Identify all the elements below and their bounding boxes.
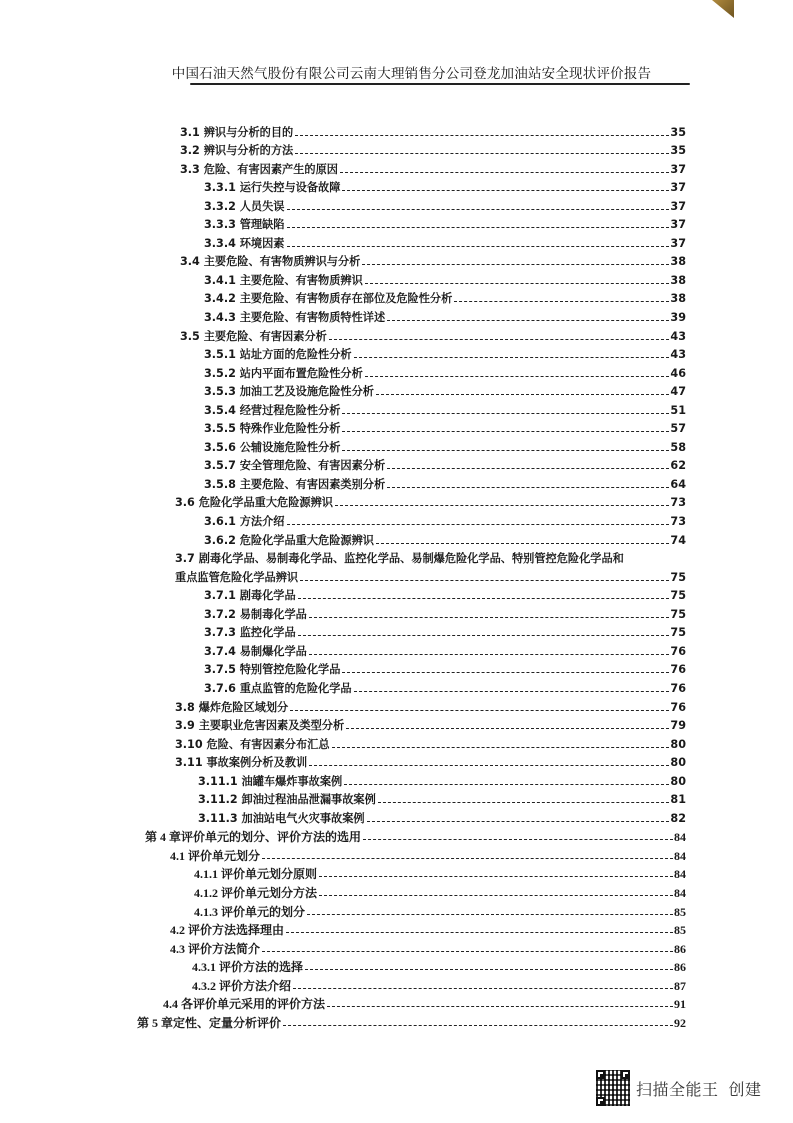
dot-leader bbox=[354, 357, 670, 358]
dot-leader bbox=[329, 339, 670, 340]
toc-entry[interactable] bbox=[0, 232, 793, 251]
dot-leader bbox=[298, 598, 670, 599]
toc-entry-label: 3.7.3 监控化学品 bbox=[204, 626, 296, 640]
toc-entry[interactable] bbox=[0, 214, 793, 233]
toc-entry-page-number: 86 bbox=[674, 941, 686, 956]
toc-entry-page-number: 84 bbox=[674, 885, 686, 900]
toc-entry[interactable] bbox=[0, 919, 793, 938]
toc-entry-label: 3.8 爆炸危险区域划分 bbox=[175, 700, 289, 714]
watermark-app-name: 扫描全能王 bbox=[636, 1079, 719, 1099]
dot-leader bbox=[342, 431, 669, 432]
dot-leader bbox=[376, 394, 669, 395]
toc-entry[interactable] bbox=[0, 548, 793, 567]
toc-entry[interactable] bbox=[0, 455, 793, 474]
toc-entry-page-number: 46 bbox=[670, 366, 686, 380]
dot-leader bbox=[309, 765, 669, 766]
dot-leader bbox=[262, 858, 673, 859]
dot-leader bbox=[340, 172, 669, 173]
toc-entry[interactable] bbox=[0, 770, 793, 789]
toc-entry-page-number: 73 bbox=[670, 515, 686, 529]
toc-entry-label: 3.6 危险化学品重大危险源辨识 bbox=[175, 496, 333, 510]
toc-entry-label: 4.4 各评价单元采用的评价方法 bbox=[163, 997, 326, 1012]
toc-entry[interactable] bbox=[0, 510, 793, 529]
dot-leader bbox=[367, 821, 670, 822]
toc-entry-page-number: 39 bbox=[670, 311, 686, 325]
toc-entry-label: 3.4.3 主要危险、有害物质特性详述 bbox=[204, 311, 386, 325]
dot-leader bbox=[342, 190, 669, 191]
toc-entry-label: 第 4 章评价单元的划分、评价方法的选用 bbox=[145, 830, 362, 845]
toc-entry-label: 3.3 危险、有害因素产生的原因 bbox=[180, 162, 338, 176]
dot-leader bbox=[342, 413, 669, 414]
toc-entry-page-number: 38 bbox=[670, 255, 686, 269]
dot-leader bbox=[363, 839, 673, 840]
toc-entry[interactable] bbox=[0, 566, 793, 585]
toc-entry[interactable] bbox=[0, 158, 793, 177]
toc-entry[interactable] bbox=[0, 177, 793, 196]
toc-entry[interactable] bbox=[0, 306, 793, 325]
dot-leader bbox=[342, 672, 669, 673]
toc-entry[interactable] bbox=[0, 251, 793, 270]
dot-leader bbox=[332, 747, 670, 748]
toc-entry-label: 3.5.2 站内平面布置危险性分析 bbox=[204, 366, 363, 380]
toc-entry[interactable] bbox=[0, 622, 793, 641]
toc-entry-label: 3.11.3 加油站电气火灾事故案例 bbox=[198, 811, 365, 825]
toc-entry-page-number: 82 bbox=[670, 811, 686, 825]
dot-leader bbox=[309, 617, 670, 618]
toc-entry-page-number: 84 bbox=[674, 830, 686, 845]
toc-entry-label: 4.2 评价方法选择理由 bbox=[170, 923, 285, 938]
toc-entry[interactable] bbox=[0, 640, 793, 659]
toc-entry[interactable] bbox=[0, 473, 793, 492]
dot-leader bbox=[454, 301, 669, 302]
toc-entry-label: 3.5.8 主要危险、有害因素类别分析 bbox=[204, 477, 386, 491]
toc-entry-label: 3.7.1 剧毒化学品 bbox=[204, 589, 296, 603]
dot-leader bbox=[298, 635, 670, 636]
toc-entry-page-number: 62 bbox=[670, 459, 686, 473]
toc-entry[interactable] bbox=[0, 1011, 793, 1030]
toc-entry-label: 3.3.2 人员失误 bbox=[204, 199, 285, 213]
toc-entry-page-number: 87 bbox=[674, 978, 686, 993]
toc-entry[interactable] bbox=[0, 344, 793, 363]
dot-leader bbox=[295, 135, 669, 136]
toc-entry-label: 3.1 辨识与分析的目的 bbox=[180, 125, 294, 139]
dot-leader bbox=[307, 914, 673, 915]
header-divider bbox=[190, 83, 690, 85]
page-corner-fold bbox=[712, 0, 734, 18]
toc-entry-label: 3.7.4 易制爆化学品 bbox=[204, 644, 307, 658]
dot-leader bbox=[342, 450, 669, 451]
toc-entry-page-number: 80 bbox=[670, 774, 686, 788]
toc-entry-label: 3.3.1 运行失控与设备故障 bbox=[204, 181, 341, 195]
toc-entry-label: 3.5.3 加油工艺及设施危险性分析 bbox=[204, 385, 374, 399]
toc-entry-page-number: 35 bbox=[670, 125, 686, 139]
dot-leader bbox=[287, 524, 670, 525]
dot-leader bbox=[362, 264, 669, 265]
toc-entry-page-number: 57 bbox=[670, 422, 686, 436]
toc-entry-page-number: 64 bbox=[670, 477, 686, 491]
toc-entry-label: 4.1 评价单元划分 bbox=[170, 848, 261, 863]
toc-entry[interactable] bbox=[0, 677, 793, 696]
toc-entry[interactable] bbox=[0, 436, 793, 455]
toc-entry[interactable] bbox=[0, 789, 793, 808]
toc-entry[interactable] bbox=[0, 492, 793, 511]
toc-entry-page-number: 37 bbox=[670, 236, 686, 250]
report-header-title: 中国石油天然气股份有限公司云南大理销售分公司登龙加油站安全现状评价报告 bbox=[171, 66, 652, 82]
toc-entry-label: 3.7.2 易制毒化学品 bbox=[204, 607, 307, 621]
toc-entry-label: 3.11.2 卸油过程油品泄漏事故案例 bbox=[198, 793, 376, 807]
toc-entry[interactable] bbox=[0, 993, 793, 1012]
toc-entry[interactable] bbox=[0, 325, 793, 344]
toc-entry-label: 3.4.2 主要危险、有害物质存在部位及危险性分析 bbox=[204, 292, 453, 306]
toc-entry-page-number: 85 bbox=[674, 923, 686, 938]
toc-entry-page-number: 76 bbox=[670, 644, 686, 658]
toc-entry[interactable] bbox=[0, 900, 793, 919]
toc-entry-label: 3.7.6 重点监管的危险化学品 bbox=[204, 681, 352, 695]
toc-entry-label: 3.2 辨识与分析的方法 bbox=[180, 144, 294, 158]
toc-entry[interactable] bbox=[0, 362, 793, 381]
toc-entry-page-number: 85 bbox=[674, 904, 686, 919]
toc-entry-page-number: 75 bbox=[670, 626, 686, 640]
toc-entry-page-number: 51 bbox=[670, 403, 686, 417]
toc-entry-page-number: 58 bbox=[670, 440, 686, 454]
toc-entry-page-number: 47 bbox=[670, 385, 686, 399]
toc-entry-page-number: 37 bbox=[670, 199, 686, 213]
toc-entry-label: 3.3.3 管理缺陷 bbox=[204, 218, 285, 232]
dot-leader bbox=[346, 728, 669, 729]
toc-entry-page-number: 38 bbox=[670, 273, 686, 287]
toc-entry[interactable] bbox=[0, 603, 793, 622]
toc-entry[interactable] bbox=[0, 659, 793, 678]
toc-entry-label: 3.6.1 方法介绍 bbox=[204, 515, 285, 529]
toc-entry-label: 3.5.4 经营过程危险性分析 bbox=[204, 403, 341, 417]
toc-entry-label: 3.11 事故案例分析及教训 bbox=[175, 756, 308, 770]
dot-leader bbox=[387, 468, 669, 469]
toc-entry-page-number: 76 bbox=[670, 663, 686, 677]
dot-leader bbox=[283, 1025, 673, 1026]
toc-entry[interactable] bbox=[0, 418, 793, 437]
scanner-watermark bbox=[596, 1070, 762, 1106]
dot-leader bbox=[287, 227, 670, 228]
watermark-action: 创建 bbox=[728, 1079, 762, 1099]
toc-entry-page-number: 37 bbox=[670, 162, 686, 176]
dot-leader bbox=[376, 543, 669, 544]
toc-entry[interactable] bbox=[0, 863, 793, 882]
toc-entry-page-number: 84 bbox=[674, 848, 686, 863]
dot-leader bbox=[365, 376, 670, 377]
toc-entry[interactable] bbox=[0, 881, 793, 900]
dot-leader bbox=[295, 153, 669, 154]
toc-entry[interactable] bbox=[0, 529, 793, 548]
toc-entry-page-number: 81 bbox=[670, 793, 686, 807]
dot-leader bbox=[293, 988, 673, 989]
toc-entry[interactable] bbox=[0, 807, 793, 826]
dot-leader bbox=[335, 505, 669, 506]
toc-entry[interactable] bbox=[0, 381, 793, 400]
toc-entry-page-number: 80 bbox=[670, 756, 686, 770]
toc-entry-page-number: 91 bbox=[674, 997, 686, 1012]
toc-entry-label: 4.3 评价方法简介 bbox=[170, 941, 261, 956]
toc-entry[interactable] bbox=[0, 696, 793, 715]
dot-leader bbox=[387, 487, 669, 488]
toc-entry-page-number: 74 bbox=[670, 533, 686, 547]
toc-entry-label: 重点监管危险化学品辨识 bbox=[175, 570, 299, 584]
dot-leader bbox=[305, 969, 673, 970]
toc-entry-page-number: 76 bbox=[670, 700, 686, 714]
toc-entry-label: 3.7.5 特别管控危险化学品 bbox=[204, 663, 341, 677]
toc-entry-page-number: 86 bbox=[674, 960, 686, 975]
toc-entry-label: 3.4.1 主要危险、有害物质辨识 bbox=[204, 273, 363, 287]
toc-entry[interactable] bbox=[0, 733, 793, 752]
toc-entry-page-number: 75 bbox=[670, 570, 686, 584]
toc-entry[interactable] bbox=[0, 140, 793, 159]
toc-entry[interactable] bbox=[0, 585, 793, 604]
toc-entry-page-number: 73 bbox=[670, 496, 686, 510]
toc-entry-label: 3.9 主要职业危害因素及类型分析 bbox=[175, 719, 345, 733]
toc-entry-label: 4.1.3 评价单元的划分 bbox=[194, 904, 306, 919]
toc-entry[interactable] bbox=[0, 269, 793, 288]
toc-entry-label: 4.3.2 评价方法介绍 bbox=[192, 978, 292, 993]
toc-entry-page-number: 92 bbox=[674, 1015, 686, 1030]
toc-entry[interactable] bbox=[0, 974, 793, 993]
toc-entry-label: 3.11.1 油罐车爆炸事故案例 bbox=[198, 774, 343, 788]
toc-entry-label: 4.3.1 评价方法的选择 bbox=[192, 960, 304, 975]
toc-entry-label: 3.5.6 公辅设施危险性分析 bbox=[204, 440, 341, 454]
toc-entry[interactable] bbox=[0, 121, 793, 140]
dot-leader bbox=[290, 710, 669, 711]
dot-leader bbox=[262, 951, 673, 952]
toc-entry-page-number: 84 bbox=[674, 867, 686, 882]
toc-entry-label: 3.4 主要危险、有害物质辨识与分析 bbox=[180, 255, 361, 269]
toc-entry-label: 3.5.5 特殊作业危险性分析 bbox=[204, 422, 341, 436]
toc-entry[interactable] bbox=[0, 826, 793, 845]
toc-entry[interactable] bbox=[0, 937, 793, 956]
dot-leader bbox=[387, 320, 669, 321]
dot-leader bbox=[287, 209, 670, 210]
toc-entry-label: 3.5 主要危险、有害因素分析 bbox=[180, 329, 327, 343]
toc-entry-label: 第 5 章定性、定量分析评价 bbox=[137, 1015, 282, 1030]
toc-entry-page-number: 80 bbox=[670, 737, 686, 751]
toc-entry-page-number: 38 bbox=[670, 292, 686, 306]
toc-entry-label: 3.5.7 安全管理危险、有害因素分析 bbox=[204, 459, 386, 473]
toc-entry-page-number: 75 bbox=[670, 589, 686, 603]
toc-entry-label: 3.6.2 危险化学品重大危险源辨识 bbox=[204, 533, 374, 547]
toc-entry-label: 4.1.2 评价单元划分方法 bbox=[194, 885, 318, 900]
toc-entry-page-number: 79 bbox=[670, 719, 686, 733]
toc-entry[interactable] bbox=[0, 195, 793, 214]
dot-leader bbox=[344, 784, 669, 785]
toc-entry-page-number: 43 bbox=[670, 329, 686, 343]
toc-entry-label: 3.7 剧毒化学品、易制毒化学品、监控化学品、易制爆危险化学品、特别管控危险化学品和 bbox=[175, 552, 624, 566]
table-of-contents bbox=[0, 121, 793, 1030]
dot-leader bbox=[378, 802, 670, 803]
toc-entry-page-number: 37 bbox=[670, 218, 686, 232]
toc-entry-label: 3.3.4 环境因素 bbox=[204, 236, 285, 250]
dot-leader bbox=[365, 283, 670, 284]
toc-entry-page-number: 76 bbox=[670, 681, 686, 695]
toc-entry[interactable] bbox=[0, 844, 793, 863]
toc-entry-label: 3.5.1 站址方面的危险性分析 bbox=[204, 348, 352, 362]
toc-entry[interactable] bbox=[0, 715, 793, 734]
toc-entry[interactable] bbox=[0, 752, 793, 771]
dot-leader bbox=[319, 876, 673, 877]
dot-leader bbox=[287, 246, 670, 247]
toc-entry[interactable] bbox=[0, 288, 793, 307]
toc-entry-page-number: 43 bbox=[670, 348, 686, 362]
dot-leader bbox=[286, 932, 673, 933]
toc-entry-page-number: 75 bbox=[670, 607, 686, 621]
toc-entry-label: 4.1.1 评价单元划分原则 bbox=[194, 867, 318, 882]
dot-leader bbox=[319, 895, 673, 896]
dot-leader bbox=[327, 1006, 673, 1007]
dot-leader bbox=[300, 580, 669, 581]
toc-entry[interactable] bbox=[0, 956, 793, 975]
dot-leader bbox=[354, 691, 670, 692]
qr-code-icon bbox=[596, 1070, 630, 1106]
toc-entry[interactable] bbox=[0, 399, 793, 418]
dot-leader bbox=[309, 654, 670, 655]
toc-entry-page-number: 37 bbox=[670, 181, 686, 195]
toc-entry-page-number: 35 bbox=[670, 144, 686, 158]
toc-entry-label: 3.10 危险、有害因素分布汇总 bbox=[175, 737, 330, 751]
